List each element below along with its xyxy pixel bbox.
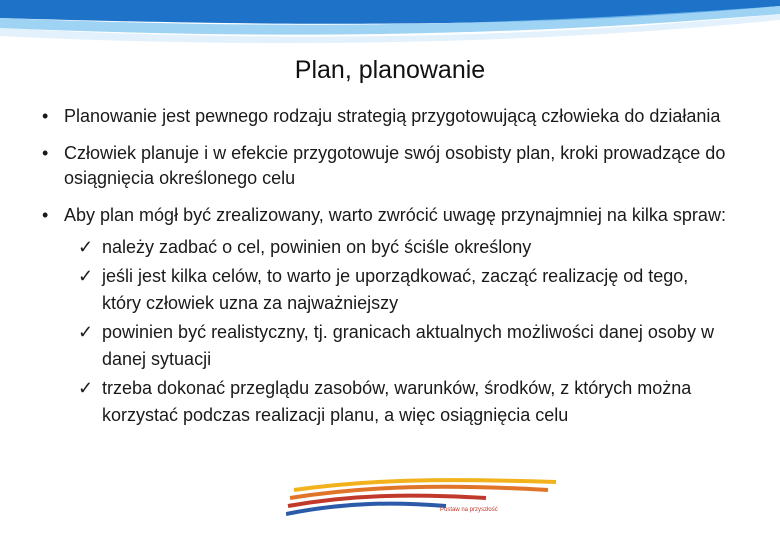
checklist-text: trzeba dokonać przeglądu zasobów, warunków, środków, z których można korzystać podczas realizacji planu, a więc osiągnięcia celu <box>102 378 692 425</box>
checkmark-icon: ✓ <box>78 266 94 286</box>
bullet-dot: • <box>42 106 49 126</box>
checklist-text: jeśli jest kilka celów, to warto je uporządkować, zacząć realizację od tego, który człowiek uzna za najważniejszy <box>102 266 689 313</box>
checkmark-icon: ✓ <box>78 378 94 398</box>
bullet-list <box>42 104 732 441</box>
bullet-text: Aby plan mógł być zrealizowany, warto zwrócić uwagę przynajmniej na kilka spraw: <box>64 205 726 225</box>
bullet-item <box>42 141 732 191</box>
bullet-dot: • <box>42 143 49 163</box>
checklist-text: należy zadbać o cel, powinien on być ściśle określony <box>102 237 532 257</box>
checklist <box>64 234 732 429</box>
checklist-item <box>64 375 732 429</box>
checklist-item <box>64 263 732 317</box>
checkmark-icon: ✓ <box>78 237 94 257</box>
checklist-item <box>64 234 732 261</box>
top-wave-decoration <box>0 0 780 48</box>
slide-title: Plan, planowanie <box>294 56 486 84</box>
bullet-text: Planowanie jest pewnego rodzaju strategią przygotowującą człowieka do działania <box>64 106 721 126</box>
bullet-dot: • <box>42 205 49 225</box>
footer-logo-text: Postaw na przyszłość <box>440 507 498 513</box>
bullet-text: Człowiek planuje i w efekcie przygotowuje swój osobisty plan, kroki prowadzące do osiągnięcia określonego celu <box>64 143 726 188</box>
checkmark-icon: ✓ <box>78 322 94 342</box>
bullet-item <box>42 104 732 129</box>
bullet-item <box>42 203 732 429</box>
footer-logo-stripes <box>286 478 556 538</box>
checklist-text: powinien być realistyczny, tj. granicach aktualnych możliwości danej osoby w danej sytuacji <box>102 322 714 369</box>
checklist-item <box>64 319 732 373</box>
